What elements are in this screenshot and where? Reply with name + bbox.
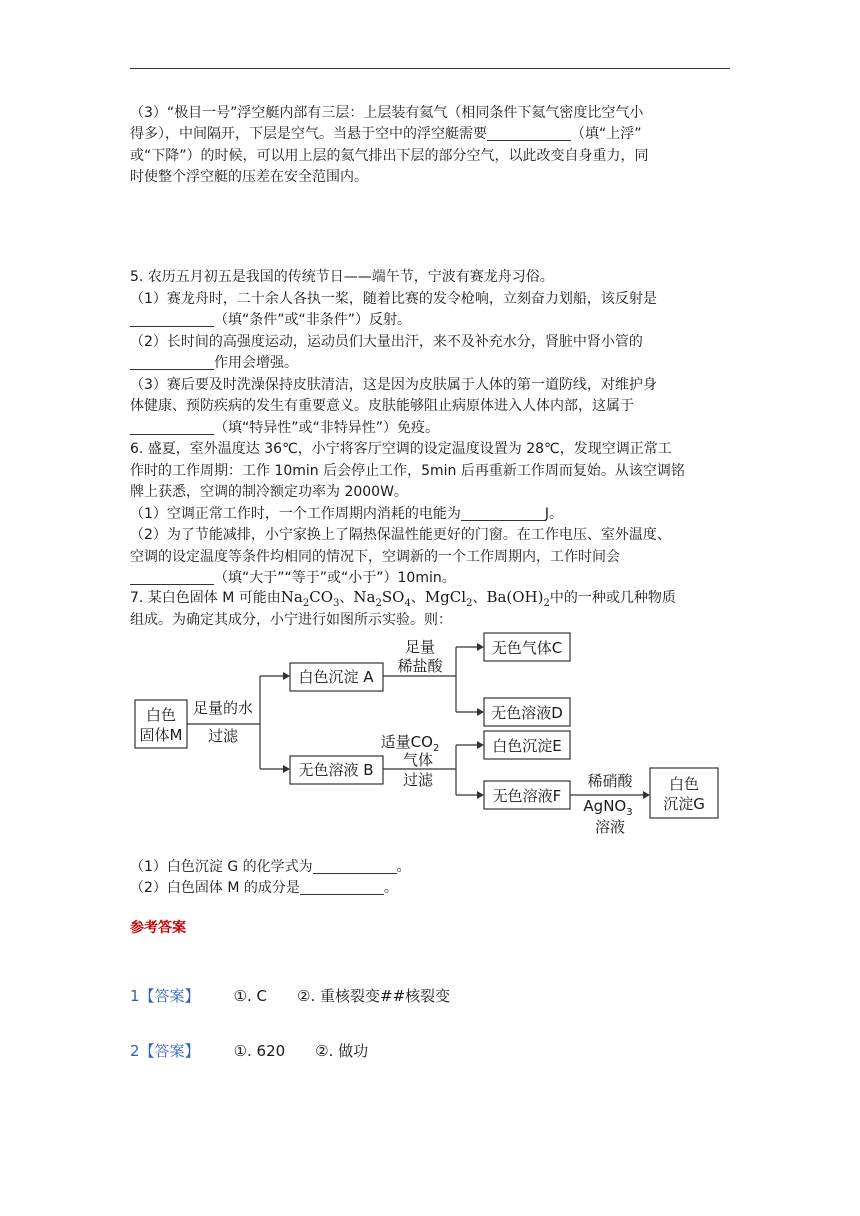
q6-stem-line3: 牌上获悉，空调的制冷额定功率为 2000W。 <box>130 484 408 500</box>
answer-1-text: ①. C ②. 重核裂变##核裂变 <box>233 987 451 1005</box>
q7-part2: （2）白色固体 M 的成分是 。 <box>130 880 398 896</box>
arrow-head <box>283 765 290 773</box>
answer-blank[interactable] <box>130 355 214 370</box>
formula-na2co3: $Na_2CO_3$ <box>280 588 340 609</box>
start-label-line1: 白色 <box>145 706 177 724</box>
formula-mgcl2: MgCl$_2$ <box>424 588 473 609</box>
q5-part1-line2: （填“条件”或“非条件”）反射。 <box>130 310 730 332</box>
answer-2-tag: 【答案】 <box>139 1042 200 1060</box>
q5-part2-line1: （2）长时间的高强度运动，运动员们大量出汗，来不及补充水分，肾脏中肾小管的 <box>130 334 643 350</box>
q6-part2-line1: （2）为了节能减排，小宁家换上了隔热保温性能更好的门窗。在工作电压、室外温度、 <box>130 527 671 543</box>
answers-heading: 参考答案 <box>130 920 186 936</box>
answer-blank[interactable] <box>130 420 214 435</box>
q3-part3-line1: （3）“极目一号”浮空艇内部有三层：上层装有氦气（相同条件下氦气密度比空气小 <box>130 105 644 121</box>
box-e-label: 白色沉淀E <box>492 737 562 755</box>
q6-stem-line2: 作时的工作周期：工作 10min 后会停止工作，5min 后再重新工作周而复始。从该空调铭 <box>130 463 685 479</box>
co2-label-line1: 适量$CO_2$ <box>380 733 440 754</box>
answer-1-tag: 【答案】 <box>139 987 200 1005</box>
q6-stem-line1: 6. 盛夏，室外温度达 36℃，小宁将客厅空调的设定温度设置为 28℃，发现空调正常工 <box>130 441 672 457</box>
box-b-label: 无色溶液 B <box>298 761 374 779</box>
q7-stem-line2: 组成。为确定其成分，小宁进行如图所示实验。则： <box>130 612 452 628</box>
arrow-head <box>477 708 484 716</box>
experiment-flow-diagram <box>130 628 730 858</box>
box-d-label: 无色溶液D <box>491 704 563 722</box>
q3-part3-line2: 得多），中间隔开，下层是空气。当悬于空中的浮空艇需要 （填“上浮” <box>130 126 642 142</box>
answer-blank[interactable] <box>487 126 571 141</box>
arrow-head <box>477 741 484 749</box>
box-f-label: 无色溶液F <box>492 787 562 805</box>
acid-label-line1: 足量 <box>404 638 436 656</box>
q6-part2-line3: （填“大于”“等于”或“小于”）10min。 <box>130 568 730 590</box>
header-rule <box>130 68 730 69</box>
arrow-head <box>477 791 484 799</box>
answer-1 <box>130 986 730 1008</box>
q5-part3-line3: （填“特异性”或“非特异性”）免疫。 <box>130 418 730 440</box>
q3-part3-line3: 或“下降”）的时候，可以用上层的氦气排出下层的部分空气，以此改变自身重力，同 <box>130 148 649 164</box>
q5-part1-line1: （1）赛龙舟时，二十余人各执一桨，随着比赛的发令枪响，立刻奋力划船，该反射是 <box>130 291 657 307</box>
box-g-label-line2: 沉淀G <box>663 795 705 813</box>
q5-part2-line2: 作用会增强。 <box>130 353 730 375</box>
answer-2-number: 2 <box>130 1042 140 1060</box>
acid-label-line2: 稀盐酸 <box>397 657 443 675</box>
q5-part3-line1: （3）赛后要及时洗澡保持皮肤清洁，这是因为皮肤属于人体的第一道防线，对维护身 <box>130 377 657 393</box>
arrow-head <box>477 643 484 651</box>
arrow-head <box>643 791 650 799</box>
q7-part1: （1）白色沉淀 G 的化学式为 。 <box>130 859 411 875</box>
q6-part1: （1）空调正常工作时，一个工作周期内消耗的电能为 J。 <box>130 506 564 522</box>
answer-blank[interactable] <box>130 570 214 585</box>
formula-na2so4: $Na_2SO_4$ <box>353 588 411 609</box>
start-label-line2: 固体M <box>139 726 183 744</box>
q6-part2-line2: 空调的设定温度等条件均相同的情况下，空调新的一个工作周期内，工作时间会 <box>130 549 620 565</box>
formula-baoh2: $Ba(OH)_2$ <box>486 588 550 609</box>
answer-2-text: ①. 620 ②. 做功 <box>233 1042 369 1060</box>
answer-blank[interactable] <box>313 859 397 874</box>
answer-blank[interactable] <box>130 312 214 327</box>
box-g-label-line1: 白色 <box>668 775 700 793</box>
q7-stem-line1: 7. 某白色固体 M 可能由$Na_2CO_3$、$Na_2SO_4$、MgCl$_2$、$Ba(OH)_2$中的一种或几种物质 <box>130 588 676 609</box>
agno3-label-line1: 稀硝酸 <box>587 772 633 790</box>
answer-blank[interactable] <box>461 506 545 521</box>
co2-label-line2: 气体 <box>402 751 434 769</box>
q5-part3-line2: 体健康、预防疾病的发生有重要意义。皮肤能够阻止病原体进入人体内部，这属于 <box>130 398 634 414</box>
step1-label-line1: 足量的水 <box>192 699 254 717</box>
step1-label-line2: 过滤 <box>207 727 239 745</box>
box-c-label: 无色气体C <box>491 639 563 657</box>
answer-blank[interactable] <box>300 880 384 895</box>
co2-label-line3: 过滤 <box>402 771 434 789</box>
agno3-label-line3: 溶液 <box>594 818 626 836</box>
box-a-label: 白色沉淀 A <box>298 668 374 686</box>
q3-part3-line4: 时使整个浮空艇的压差在安全范围内。 <box>130 169 368 185</box>
q5-stem: 5. 农历五月初五是我国的传统节日——端午节，宁波有赛龙舟习俗。 <box>130 269 554 285</box>
answer-2 <box>130 1041 730 1063</box>
agno3-label-line2: AgNO$_3$ <box>583 797 633 818</box>
arrow-head <box>283 672 290 680</box>
answer-1-number: 1 <box>130 987 140 1005</box>
